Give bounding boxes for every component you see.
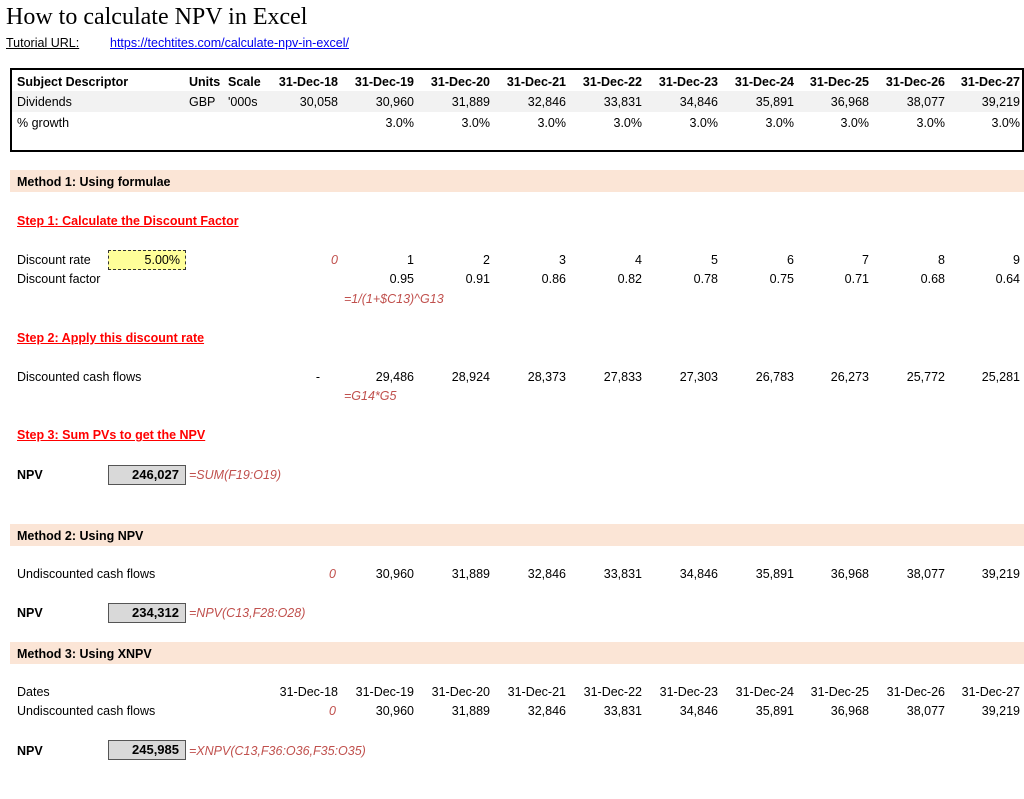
undiscounted-cash-flow-cell: 39,219 bbox=[981, 704, 1020, 718]
undiscounted-cash-flow-cell: 36,968 bbox=[830, 567, 869, 581]
discount-factor-cell: 0.78 bbox=[693, 272, 718, 286]
date-header-cell: 31-Dec-21 bbox=[506, 75, 566, 89]
period-cell: 7 bbox=[862, 253, 869, 267]
dividends-label: Dividends bbox=[17, 95, 72, 109]
undiscounted-cash-flow-cell: 38,077 bbox=[906, 567, 945, 581]
method3-dates-label: Dates bbox=[17, 685, 50, 699]
period-cell: 3 bbox=[559, 253, 566, 267]
discount-rate-input[interactable]: 5.00% bbox=[108, 250, 186, 270]
dividends-scale: '000s bbox=[228, 95, 258, 109]
method2-npv-value[interactable]: 234,312 bbox=[108, 603, 186, 623]
discount-factor-cell: 0.64 bbox=[995, 272, 1020, 286]
discounted-cash-flow-cell: 29,486 bbox=[375, 370, 414, 384]
undiscounted-cash-flow-cell: 39,219 bbox=[981, 567, 1020, 581]
period-cell: 9 bbox=[1013, 253, 1020, 267]
undiscounted-cash-flow-cell: 30,960 bbox=[375, 567, 414, 581]
method3-npv-label: NPV bbox=[17, 744, 43, 758]
growth-cell: 3.0% bbox=[537, 116, 566, 130]
undiscounted-cash-flow-cell: 34,846 bbox=[679, 704, 718, 718]
period-cell: 6 bbox=[787, 253, 794, 267]
growth-cell: 3.0% bbox=[916, 116, 945, 130]
growth-cell: 3.0% bbox=[840, 116, 869, 130]
discount-factor-cell: 0.95 bbox=[389, 272, 414, 286]
date-header-cell: 31-Dec-24 bbox=[734, 75, 794, 89]
discount-rate-label: Discount rate bbox=[17, 253, 91, 267]
method2-ucf-label: Undiscounted cash flows bbox=[17, 567, 156, 581]
undiscounted-cash-flow-cell: 31,889 bbox=[451, 567, 490, 581]
growth-cell: 3.0% bbox=[385, 116, 414, 130]
method3-npv-formula: =XNPV(C13,F36:O36,F35:O35) bbox=[189, 744, 366, 758]
date-cell: 31-Dec-21 bbox=[507, 685, 566, 699]
period-cell: 8 bbox=[938, 253, 945, 267]
undiscounted-cash-flow-cell: 32,846 bbox=[527, 704, 566, 718]
discounted-cash-flow-cell: 28,924 bbox=[451, 370, 490, 384]
tutorial-url-link[interactable]: https://techtites.com/calculate-npv-in-excel/ bbox=[110, 36, 349, 50]
dividend-cell: 34,846 bbox=[679, 95, 718, 109]
discount-factor-cell: 0.68 bbox=[920, 272, 945, 286]
undiscounted-cash-flow-cell: 32,846 bbox=[527, 567, 566, 581]
dividend-cell: 32,846 bbox=[527, 95, 566, 109]
date-cell: 31-Dec-20 bbox=[431, 685, 490, 699]
discounted-cash-flow-cell: 25,281 bbox=[981, 370, 1020, 384]
discount-factor-cell: 0.75 bbox=[769, 272, 794, 286]
discount-factor-cell: 0.86 bbox=[541, 272, 566, 286]
date-header-cell: 31-Dec-22 bbox=[582, 75, 642, 89]
period-cell: 1 bbox=[407, 253, 414, 267]
method2-band bbox=[10, 524, 1024, 546]
subject-descriptor-header: Subject Descriptor bbox=[17, 75, 129, 89]
units-header: Units bbox=[189, 75, 221, 89]
method3-ucf-first: 0 bbox=[329, 704, 336, 718]
date-cell: 31-Dec-26 bbox=[886, 685, 945, 699]
undiscounted-cash-flow-cell: 35,891 bbox=[755, 567, 794, 581]
dividend-cell: 38,077 bbox=[906, 95, 945, 109]
undiscounted-cash-flow-cell: 30,960 bbox=[375, 704, 414, 718]
method2-ucf-first: 0 bbox=[329, 567, 336, 581]
dividend-cell: 30,960 bbox=[375, 95, 414, 109]
growth-label: % growth bbox=[17, 116, 70, 130]
growth-cell: 3.0% bbox=[765, 116, 794, 130]
discounted-cash-flows-label: Discounted cash flows bbox=[17, 370, 142, 384]
discounted-cash-flow-cell: 27,833 bbox=[603, 370, 642, 384]
date-header-cell: 31-Dec-20 bbox=[430, 75, 490, 89]
method3-npv-value[interactable]: 245,985 bbox=[108, 740, 186, 760]
tutorial-url-label: Tutorial URL: bbox=[6, 36, 80, 50]
growth-cell: 3.0% bbox=[461, 116, 490, 130]
period-cell: 5 bbox=[711, 253, 718, 267]
date-cell: 31-Dec-27 bbox=[961, 685, 1020, 699]
step1-heading: Step 1: Calculate the Discount Factor bbox=[17, 214, 239, 228]
undiscounted-cash-flow-cell: 31,889 bbox=[451, 704, 490, 718]
date-cell: 31-Dec-18 bbox=[279, 685, 338, 699]
method3-heading: Method 3: Using XNPV bbox=[17, 647, 152, 661]
scale-header: Scale bbox=[228, 75, 261, 89]
dividend-cell: 31,889 bbox=[451, 95, 490, 109]
method1-npv-value[interactable]: 246,027 bbox=[108, 465, 186, 485]
undiscounted-cash-flow-cell: 34,846 bbox=[679, 567, 718, 581]
method2-heading: Method 2: Using NPV bbox=[17, 529, 144, 543]
date-cell: 31-Dec-24 bbox=[735, 685, 794, 699]
period-cell: 4 bbox=[635, 253, 642, 267]
method3-ucf-label: Undiscounted cash flows bbox=[17, 704, 156, 718]
date-cell: 31-Dec-22 bbox=[583, 685, 642, 699]
undiscounted-cash-flow-cell: 33,831 bbox=[603, 704, 642, 718]
growth-cell: 3.0% bbox=[689, 116, 718, 130]
method3-band bbox=[10, 642, 1024, 664]
date-cell: 31-Dec-25 bbox=[810, 685, 869, 699]
date-cell: 31-Dec-19 bbox=[355, 685, 414, 699]
dcf-formula: =G14*G5 bbox=[344, 389, 397, 403]
method1-npv-label: NPV bbox=[17, 468, 43, 482]
period-cell: 2 bbox=[483, 253, 490, 267]
date-header-cell: 31-Dec-27 bbox=[960, 75, 1020, 89]
step3-heading: Step 3: Sum PVs to get the NPV bbox=[17, 428, 206, 442]
method2-npv-label: NPV bbox=[17, 606, 43, 620]
discount-factor-cell: 0.82 bbox=[617, 272, 642, 286]
method2-npv-formula: =NPV(C13,F28:O28) bbox=[189, 606, 306, 620]
discounted-cash-flow-cell: 26,273 bbox=[830, 370, 869, 384]
date-header-cell: 31-Dec-25 bbox=[809, 75, 869, 89]
dividends-units: GBP bbox=[189, 95, 216, 109]
dividend-cell: 39,219 bbox=[981, 95, 1020, 109]
date-header-cell: 31-Dec-18 bbox=[278, 75, 338, 89]
discounted-cash-flow-cell: 25,772 bbox=[906, 370, 945, 384]
growth-cell: 3.0% bbox=[613, 116, 642, 130]
discount-factor-cell: 0.91 bbox=[465, 272, 490, 286]
discount-factor-cell: 0.71 bbox=[844, 272, 869, 286]
date-header-cell: 31-Dec-23 bbox=[658, 75, 718, 89]
growth-cell: 3.0% bbox=[991, 116, 1020, 130]
undiscounted-cash-flow-cell: 36,968 bbox=[830, 704, 869, 718]
dividend-cell: 33,831 bbox=[603, 95, 642, 109]
date-header-cell: 31-Dec-19 bbox=[354, 75, 414, 89]
undiscounted-cash-flow-cell: 38,077 bbox=[906, 704, 945, 718]
step2-heading: Step 2: Apply this discount rate bbox=[17, 331, 205, 345]
dcf-first-cell: - bbox=[315, 370, 320, 384]
dividend-cell: 36,968 bbox=[830, 95, 869, 109]
dividend-cell: 35,891 bbox=[755, 95, 794, 109]
date-cell: 31-Dec-23 bbox=[659, 685, 718, 699]
method1-heading: Method 1: Using formulae bbox=[17, 175, 171, 189]
discounted-cash-flow-cell: 28,373 bbox=[527, 370, 566, 384]
undiscounted-cash-flow-cell: 33,831 bbox=[603, 567, 642, 581]
period-cell: 0 bbox=[331, 253, 338, 267]
date-header-cell: 31-Dec-26 bbox=[885, 75, 945, 89]
discounted-cash-flow-cell: 26,783 bbox=[755, 370, 794, 384]
discount-factor-label: Discount factor bbox=[17, 272, 101, 286]
undiscounted-cash-flow-cell: 35,891 bbox=[755, 704, 794, 718]
discount-factor-formula: =1/(1+$C13)^G13 bbox=[344, 292, 444, 306]
dividend-cell: 30,058 bbox=[299, 95, 338, 109]
page-title: How to calculate NPV in Excel bbox=[6, 4, 308, 30]
method1-npv-formula: =SUM(F19:O19) bbox=[189, 468, 282, 482]
discounted-cash-flow-cell: 27,303 bbox=[679, 370, 718, 384]
